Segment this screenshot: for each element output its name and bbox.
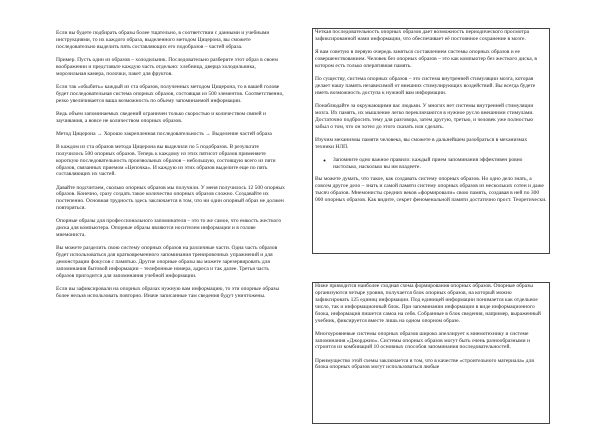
left-column	[56, 30, 286, 306]
paragraph: Ведь объем запоминаемых сведений ограничен только скоростью и количеством связей и заучивания, а вовсе не количеством опорных образов.	[56, 110, 266, 124]
paragraph: Преимущество этой схемы заключается в том, что в качестве «строительного материала» для блока опорных образов могут использоваться любые	[315, 357, 534, 371]
bullet-list	[315, 157, 547, 171]
paragraph: Изучим механизмы памяти человека, вы сможете в дальнейшем разобраться в механизмах техники НЛП.	[315, 136, 528, 150]
list-item: ◦ Запомните одно важное правило: каждый прием запоминания эффективен ровно настолько, насколько вы им владеете.	[333, 157, 547, 171]
paragraph: Многоуровневые системы опорных образов широко апеллирует к мнемотехнику и системе запоминания «Джорджио». Системы опорных образов могут быть очень разнообразными и строится из комбинаций 10 основных способов запоминания последовательностей.	[315, 330, 530, 351]
paragraph: Я вам советую в первую очередь заняться составлением системы опорных образов и ее совершенствованием. Человек без опорных образов – это как компьютер без жесткого диска, в котором есть только оперативная память.	[315, 49, 538, 69]
paragraph: Вы можете думать, что такое, как создавать систему опорных образов. Но одно дело знать, а совсем другое дело – знать и самой памяти систему опорных образов из нескольких сотен и даже тысяч образов. Мнемонисты средних веков «формировали» свою память, создавая в ней по 300 000 опорных образов. Как видите, секрет феноменальной памяти достаточно прост. Теоретически.	[315, 176, 547, 204]
paragraph: Пример. Пусть один из образов – холодильник. Последовательно разберите этот образ в своем воображении и представьте каждую часть отдельно: хлебница, дверца холодильника, морозильная камера, полочки, пакет для фруктов.	[56, 56, 278, 77]
paragraph: Давайте подсчитаем, сколько опорных образов мы получили. У меня получилось 12 500 опорных образов. Конечно, сразу создать такое количество опорных образов сложно. Создавайте их постепенно. Основная трудность здесь заключается в том, что ни один опорный образ не должен повторяться.	[56, 184, 285, 212]
paragraph: Если вы зафиксировали на опорных образах нужную вам информацию, то эти опорные образы более нельзя использовать повторно. Иначе записанные там сведения будут уничтожены.	[56, 285, 280, 299]
right-top-box	[312, 28, 550, 254]
paragraph: В каждом из ста образов метода Цицерона вы выделили по 5 подобразов. В результате получилось 500 опорных образов. Теперь к каждому из этих пятисот образов применяете короткую последовательность произвольных образов – небольшую, состоящую всего из пяти образов, связанных приемом «Цепочка». И каждую из этих образов выделите еще по пять составляющих их частей.	[56, 143, 276, 178]
paragraph: Четкая последовательность опорных образов дает возможность периодического просмотра зафиксированной нами информации, что обеспечивает её постоянное сохранение в мозге.	[315, 29, 530, 42]
paragraph: Если вы будете подбирать образы более тщательно, в соответствии с данными и учебными инструкциями, то их каждого образа, выделенного методом Цицерона, вы сможете последовательно выделить пять составляющих его подобразов – частей образа.	[56, 30, 270, 50]
paragraph: Если так «обыбить» каждый из ста образов, полученных методом Цицерона, то в вашей голове будет последовательная система опорных образов, состоящая из 500 элементов. Соответственно, резко увеличивается ваша возможность по объему запоминаемой информации.	[56, 83, 284, 104]
paragraph: Ниже приводится наиболее сходная схема формирования опорных образов. Опорные образы организуются четыре уровня, получается блок опорных образов, на который можно зафиксировать 125 единиц информации. Под единицей информации понимается как отдельное число, так и информационный блок. При запоминании информации в виде информационного блока, информация пишется самоа на себя. Собранные в блок сведения, например, выраженный учебник, фиксируется вместе лишь на одном опорном образе.	[315, 283, 541, 324]
paragraph: Метод Цицерона → Хорошо закрепленная последовательность → Выделение частей образа	[56, 130, 272, 137]
paragraph: Вы можете разделить свою систему опорных образов на различные части. Одна часть образов будет использоваться для кратковременного запоминания тренировочных упражнений и для демонстрации фокусов с памятью. Другие опорные образы вы можете зарезервировать для запоминания бытовой информации – телефонные номера, адреса и так далее. Третья часть образов пригодится для запоминания учебной информации.	[56, 245, 278, 279]
paragraph: Опорные образы для профессионального запоминателя – это то же самое, что емкость жесткого диска для компьютера. Опорные образы являются носителем информации и в голове мнемониста.	[56, 218, 282, 239]
paragraph: По существу, система опорных образов – это система внутренней стимуляции мозга, которая делает нашу память независимой от внешних стимулирующих воздействий. Вы всегда будете иметь возможность доступа к нужной вам информации.	[315, 75, 536, 96]
right-bottom-box	[312, 282, 550, 424]
paragraph: Понаблюдайте за окружающими вас людьми. У многих нет системы внутренней стимуляции мозга. Их память, их мышление легко переключаются в нужное русло внешними стимулами. Достаточно подбросить тему для разговора, затем другую, третью, и человек уже полностью забыл о том, что он хотел до этого сказать или сделать.	[315, 102, 534, 130]
